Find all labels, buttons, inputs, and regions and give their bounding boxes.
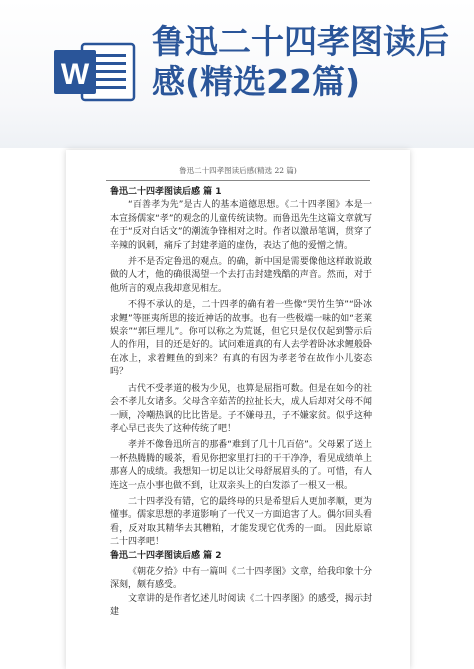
paragraph: 文章讲的是作者忆述儿时阅读《二十四孝图》的感受，揭示封建 (110, 593, 372, 618)
paragraph: 《朝花夕拾》中有一篇叫《二十四孝图》文章，给我印象十分深刻，颇有感受。 (110, 566, 372, 591)
document-body (110, 186, 372, 620)
paragraph: 二十四孝没有错，它的最终母的只是希望后人更加孝顺，更为懂事。儒家思想的孝道影响了一代又一方面追害了人。偶尔回头看看，反对取其精华去其糟粕，才能发现它优秀的一面。 因此原谅二十四孝吧！ (110, 496, 372, 548)
title-banner (0, 0, 474, 148)
paragraph: “百善孝为先”是古人的基本道德思想。《二十四孝图》本是一本宣扬儒家“孝”的观念的儿童传统读物。而鲁迅先生这篇文章就写在于“反对白话文”的潮流争锋相对之时。作者以激昂笔调，贯穿了辛辣的讽刺，痛斥了封建孝道的虚伪，表达了他的爱憎之情。 (110, 200, 372, 251)
paragraph: 孝并不像鲁迅所言的那番“难到了几十几百倍”。父母累了送上一杯热腾腾的暖茶，看见你把家里打扫的干干净净，看见成绩单上那喜人的成绩。我想知一切足以让父母舒展眉头的了。可惜，有人连这一点小事也做不到，让双亲头上的白发添了一根又一根。 (110, 440, 372, 491)
header-rule (106, 180, 370, 181)
document-page (66, 150, 410, 669)
banner-title: 鲁迅二十四孝图读后感(精选22篇) (152, 22, 449, 101)
paragraph: 不得不承认的是，二十四孝的确有着一些像“哭竹生笋”“卧冰求鲤”等匪夷所思的接近神话的故事。也有一些极端一味的如“老莱娱亲”“郭巨埋儿”。你可以称之为荒诞，但它只是仅仅起到警示后人的作用，目的还是好的。试问难道真的有人去学着卧冰求鲤般卧在冰上，求着鲤鱼的到来？有真的有因为孝老爷在故作小儿姿态吗？ (110, 300, 372, 378)
paragraph: 古代不受孝道的极为少见，也算是屈指可数。但是在如今的社会不孝儿女诸多。父母含辛茹苦的拉扯长大，成人后却对父母不闻一顾，冷嘲热讽的比比皆是。子不嫌母丑，子不嫌家贫。似乎这种孝心早已丧失了这种传统了吧！ (110, 383, 372, 434)
paragraph: 并不是否定鲁迅的观点。的确，新中国是需要像他这样敢说敢做的人才，他的确很渴望一个去打击封建残酷的声音。然而，对于他所言的观点我却意见相左。 (110, 257, 372, 294)
section-title: 鲁迅二十四孝图读后感 篇 1 (110, 187, 222, 197)
running-header: 鲁迅二十四孝图读后感(精选 22 篇) (179, 166, 297, 175)
word-icon-letter: W (60, 58, 90, 91)
section-title: 鲁迅二十四孝图读后感 篇 2 (110, 550, 222, 561)
word-document-icon (52, 40, 136, 104)
